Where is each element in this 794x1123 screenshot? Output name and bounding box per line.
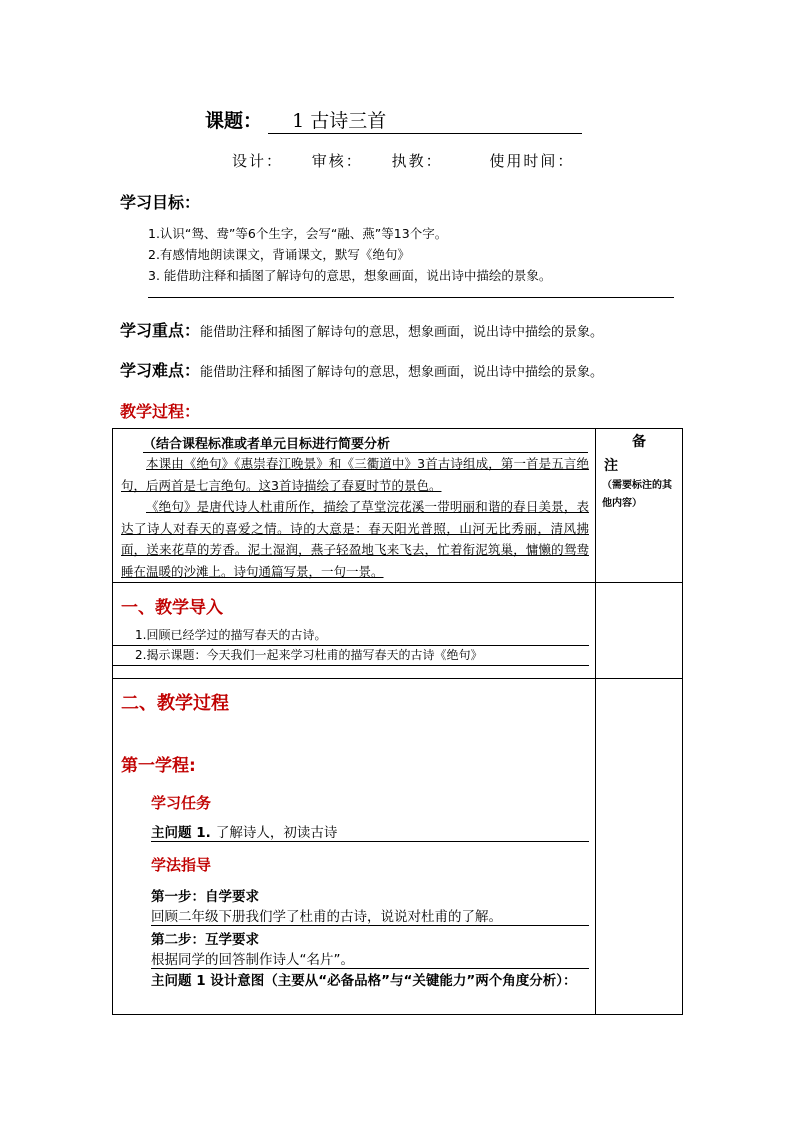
intro-item-2: 2.揭示课题：今天我们一起来学习杜甫的描写春天的古诗《绝句》 — [113, 646, 589, 666]
review-label: 审核： — [311, 152, 363, 170]
lesson-title-row — [205, 106, 582, 134]
note-cell-process — [596, 679, 683, 1015]
lesson-title-value: 1 古诗三首 — [268, 106, 582, 134]
step1-label: 第一步：自学要求 — [151, 889, 259, 905]
divider-line — [148, 297, 674, 298]
lesson-table — [112, 428, 683, 1015]
analysis-para-2: 《绝句》是唐代诗人杜甫所作，描绘了草堂浣花溪一带明丽和谐的春日美景，表达了诗人对春天的喜爱之情。诗的大意是：春天阳光普照，山河无比秀丽，清风拂面，送来花草的芳香。泥土湿润，燕子轻盈地飞来飞去，忙着衔泥筑巢，慵懒的鸳鸯睡在温暖的沙滩上。诗句通篇写景，一句一景。 — [121, 499, 589, 579]
analysis-cell — [113, 429, 596, 583]
key-point-label: 学习重点： — [120, 321, 201, 340]
process-heading: 教学过程： — [120, 402, 201, 421]
time-label: 使用时间： — [489, 152, 575, 170]
lesson-title-label: 课题： — [205, 110, 263, 132]
goals-heading: 学习目标： — [120, 193, 201, 212]
main-question-text: 了解诗人，初读古诗 — [215, 825, 338, 841]
note-title-1: 备 — [632, 434, 646, 450]
process-cell — [113, 679, 596, 1015]
note-cell-intro — [596, 583, 683, 679]
step2-text: 根据同学的回答制作诗人“名片”。 — [151, 948, 589, 969]
step1-text: 回顾二年级下册我们学了杜甫的古诗，说说对杜甫的了解。 — [151, 905, 589, 926]
method-label: 学法指导 — [151, 856, 212, 874]
analysis-para-1: 本课由《绝句》《惠崇春江晚景》和《三衢道中》3首古诗组成，第一首是五言绝句，后两首是七言绝句。这3首诗描绘了春夏时节的景色。 — [121, 456, 589, 493]
note-subtitle: （需要标注的其他内容） — [602, 480, 672, 509]
key-point-row — [120, 318, 603, 341]
task-label: 学习任务 — [151, 794, 212, 812]
process-title: 二、教学过程 — [121, 693, 229, 714]
main-question-label: 主问题 1. — [151, 825, 211, 841]
intro-item-1: 1.回顾已经学过的描写春天的古诗。 — [113, 626, 589, 646]
main-question-row — [151, 821, 589, 842]
goal-item-3: 3. 能借助注释和插图了解诗句的意思，想象画面，说出诗中描绘的景象。 — [148, 268, 552, 283]
intro-title: 一、教学导入 — [121, 598, 223, 618]
difficult-point-label: 学习难点： — [120, 361, 201, 380]
difficult-point-text: 能借助注释和插图了解诗句的意思，想象画面，说出诗中描绘的景象。 — [200, 365, 604, 380]
design-info-row — [232, 150, 596, 171]
intro-cell — [113, 583, 596, 679]
note-title-2: 注 — [604, 458, 618, 474]
stage-title: 第一学程: — [121, 756, 196, 776]
difficult-point-row — [120, 358, 603, 381]
goal-item-1: 1.认识“鸳、鸯”等6个生字，会写“融、燕”等13个字。 — [148, 226, 448, 241]
teach-label: 执教： — [391, 152, 443, 170]
step2-label: 第二步：互学要求 — [151, 932, 259, 948]
analysis-heading: （结合课程标准或者单元目标进行简要分析 — [113, 433, 595, 453]
key-point-text: 能借助注释和插图了解诗句的意思，想象画面，说出诗中描绘的景象。 — [200, 325, 604, 340]
goal-item-2: 2.有感情地朗读课文，背诵课文，默写《绝句》 — [148, 247, 410, 262]
design-intent: 主问题 1 设计意图（主要从“必备品格”与“关键能力”两个角度分析）： — [151, 973, 577, 989]
design-label: 设计： — [232, 152, 284, 170]
note-header-cell — [596, 429, 683, 583]
